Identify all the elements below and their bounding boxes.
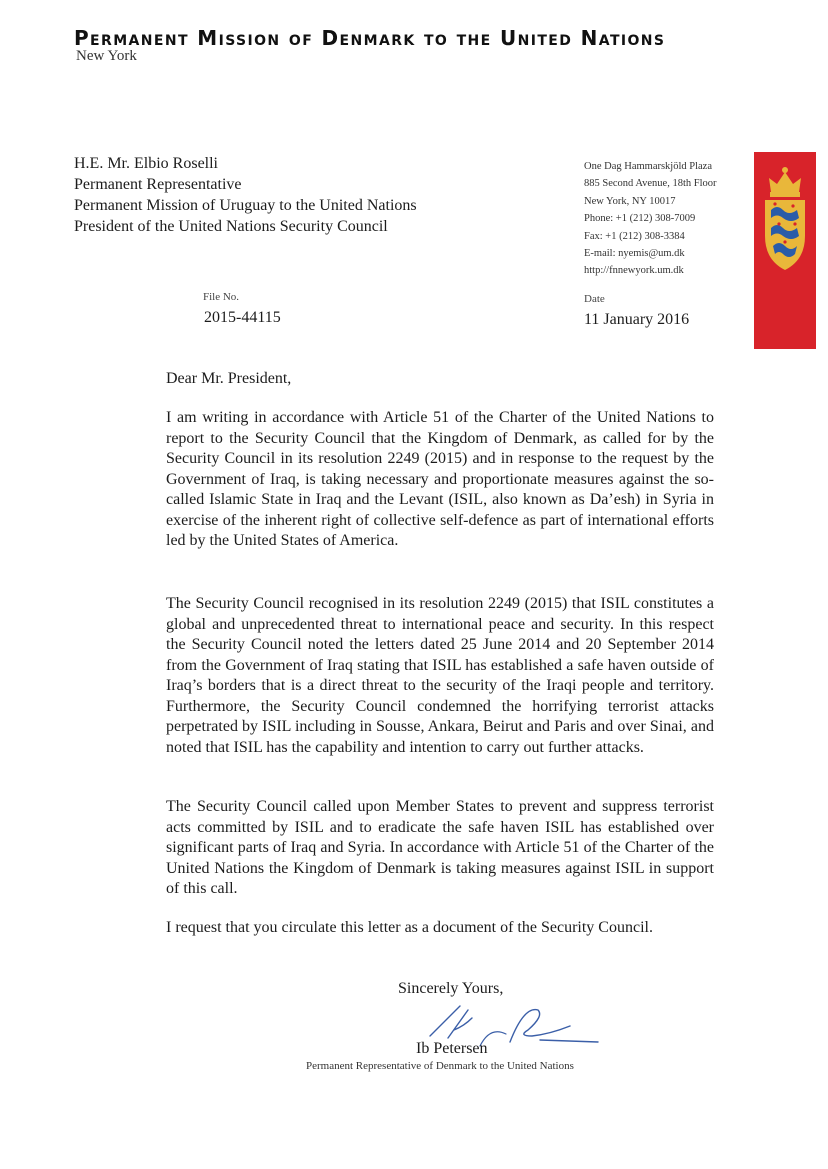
- contact-phone: Phone: +1 (212) 308-7009: [584, 213, 696, 225]
- date-label: Date: [584, 293, 605, 305]
- contact-address-line: 885 Second Avenue, 18th Floor: [584, 178, 717, 190]
- addressee-line: H.E. Mr. Elbio Roselli: [74, 155, 218, 172]
- file-number: 2015-44115: [204, 309, 281, 326]
- mission-contact-block: [584, 158, 717, 280]
- coat-of-arms-band: [754, 152, 816, 349]
- mission-city: New York: [76, 48, 137, 64]
- body-paragraph: The Security Council called upon Member States to prevent and suppress terrorist acts committed by ISIL and to eradicate the safe haven ISIL has established over significant parts of Iraq and Syria. In accordance with Article 51 of the Charter of the United Nations the Kingdom of Denmark is taking measures against ISIL in support of this call.: [166, 798, 714, 897]
- addressee-block: [74, 153, 417, 237]
- body-paragraph: I request that you circulate this letter as a document of the Security Council.: [166, 919, 653, 936]
- contact-email: E-mail: nyemis@um.dk: [584, 248, 685, 260]
- addressee-line: Permanent Mission of Uruguay to the United Nations: [74, 197, 417, 214]
- letter-date: 11 January 2016: [584, 311, 690, 328]
- contact-city-line: New York, NY 10017: [584, 195, 676, 207]
- signer-name: Ib Petersen: [416, 1040, 488, 1057]
- body-paragraph: The Security Council recognised in its resolution 2249 (2015) that ISIL constitutes a global and unprecedented threat to international peace and security. In this respect the Security Council noted the letters dated 25 June 2014 and 20 September 2014 from the Government of Iraq stating that ISIL has established a safe haven outside of Iraq’s borders that is a direct threat to the security of the Iraqi people and territory. Furthermore, the Security Council condemned the horrifying terrorist attacks perpetrated by ISIL including in Sousse, Ankara, Beirut and Paris and over Sinai, and noted that ISIL has the capability and intention to carry out further attacks.: [166, 595, 714, 756]
- addressee-line: President of the United Nations Security Council: [74, 218, 388, 235]
- signer-title: Permanent Representative of Denmark to the United Nations: [306, 1060, 574, 1072]
- mission-title: Permanent Mission of Denmark to the United Nations: [74, 26, 666, 50]
- danish-coat-of-arms-icon: [759, 164, 811, 276]
- contact-address-line: One Dag Hammarskjöld Plaza: [584, 161, 713, 172]
- addressee-line: Permanent Representative: [74, 176, 242, 193]
- body-paragraph: I am writing in accordance with Article 51 of the Charter of the United Nations to report to the Security Council that the Kingdom of Denmark, as called for by the Security Council in its resolution 2249 (2015) and in response to the request by the Government of Iraq, is taking necessary and proportionate measures against the so-called Islamic State in Iraq and the Levant (ISIL, also known as Da’esh) in Syria in exercise of the inherent right of collective self-defence as part of international efforts led by the United States of America.: [166, 409, 714, 549]
- contact-website: http://fnnewyork.um.dk: [584, 265, 684, 277]
- closing: Sincerely Yours,: [398, 980, 504, 997]
- contact-fax: Fax: +1 (212) 308-3384: [584, 230, 685, 242]
- salutation: Dear Mr. President,: [166, 370, 292, 387]
- file-number-label: File No.: [203, 291, 240, 303]
